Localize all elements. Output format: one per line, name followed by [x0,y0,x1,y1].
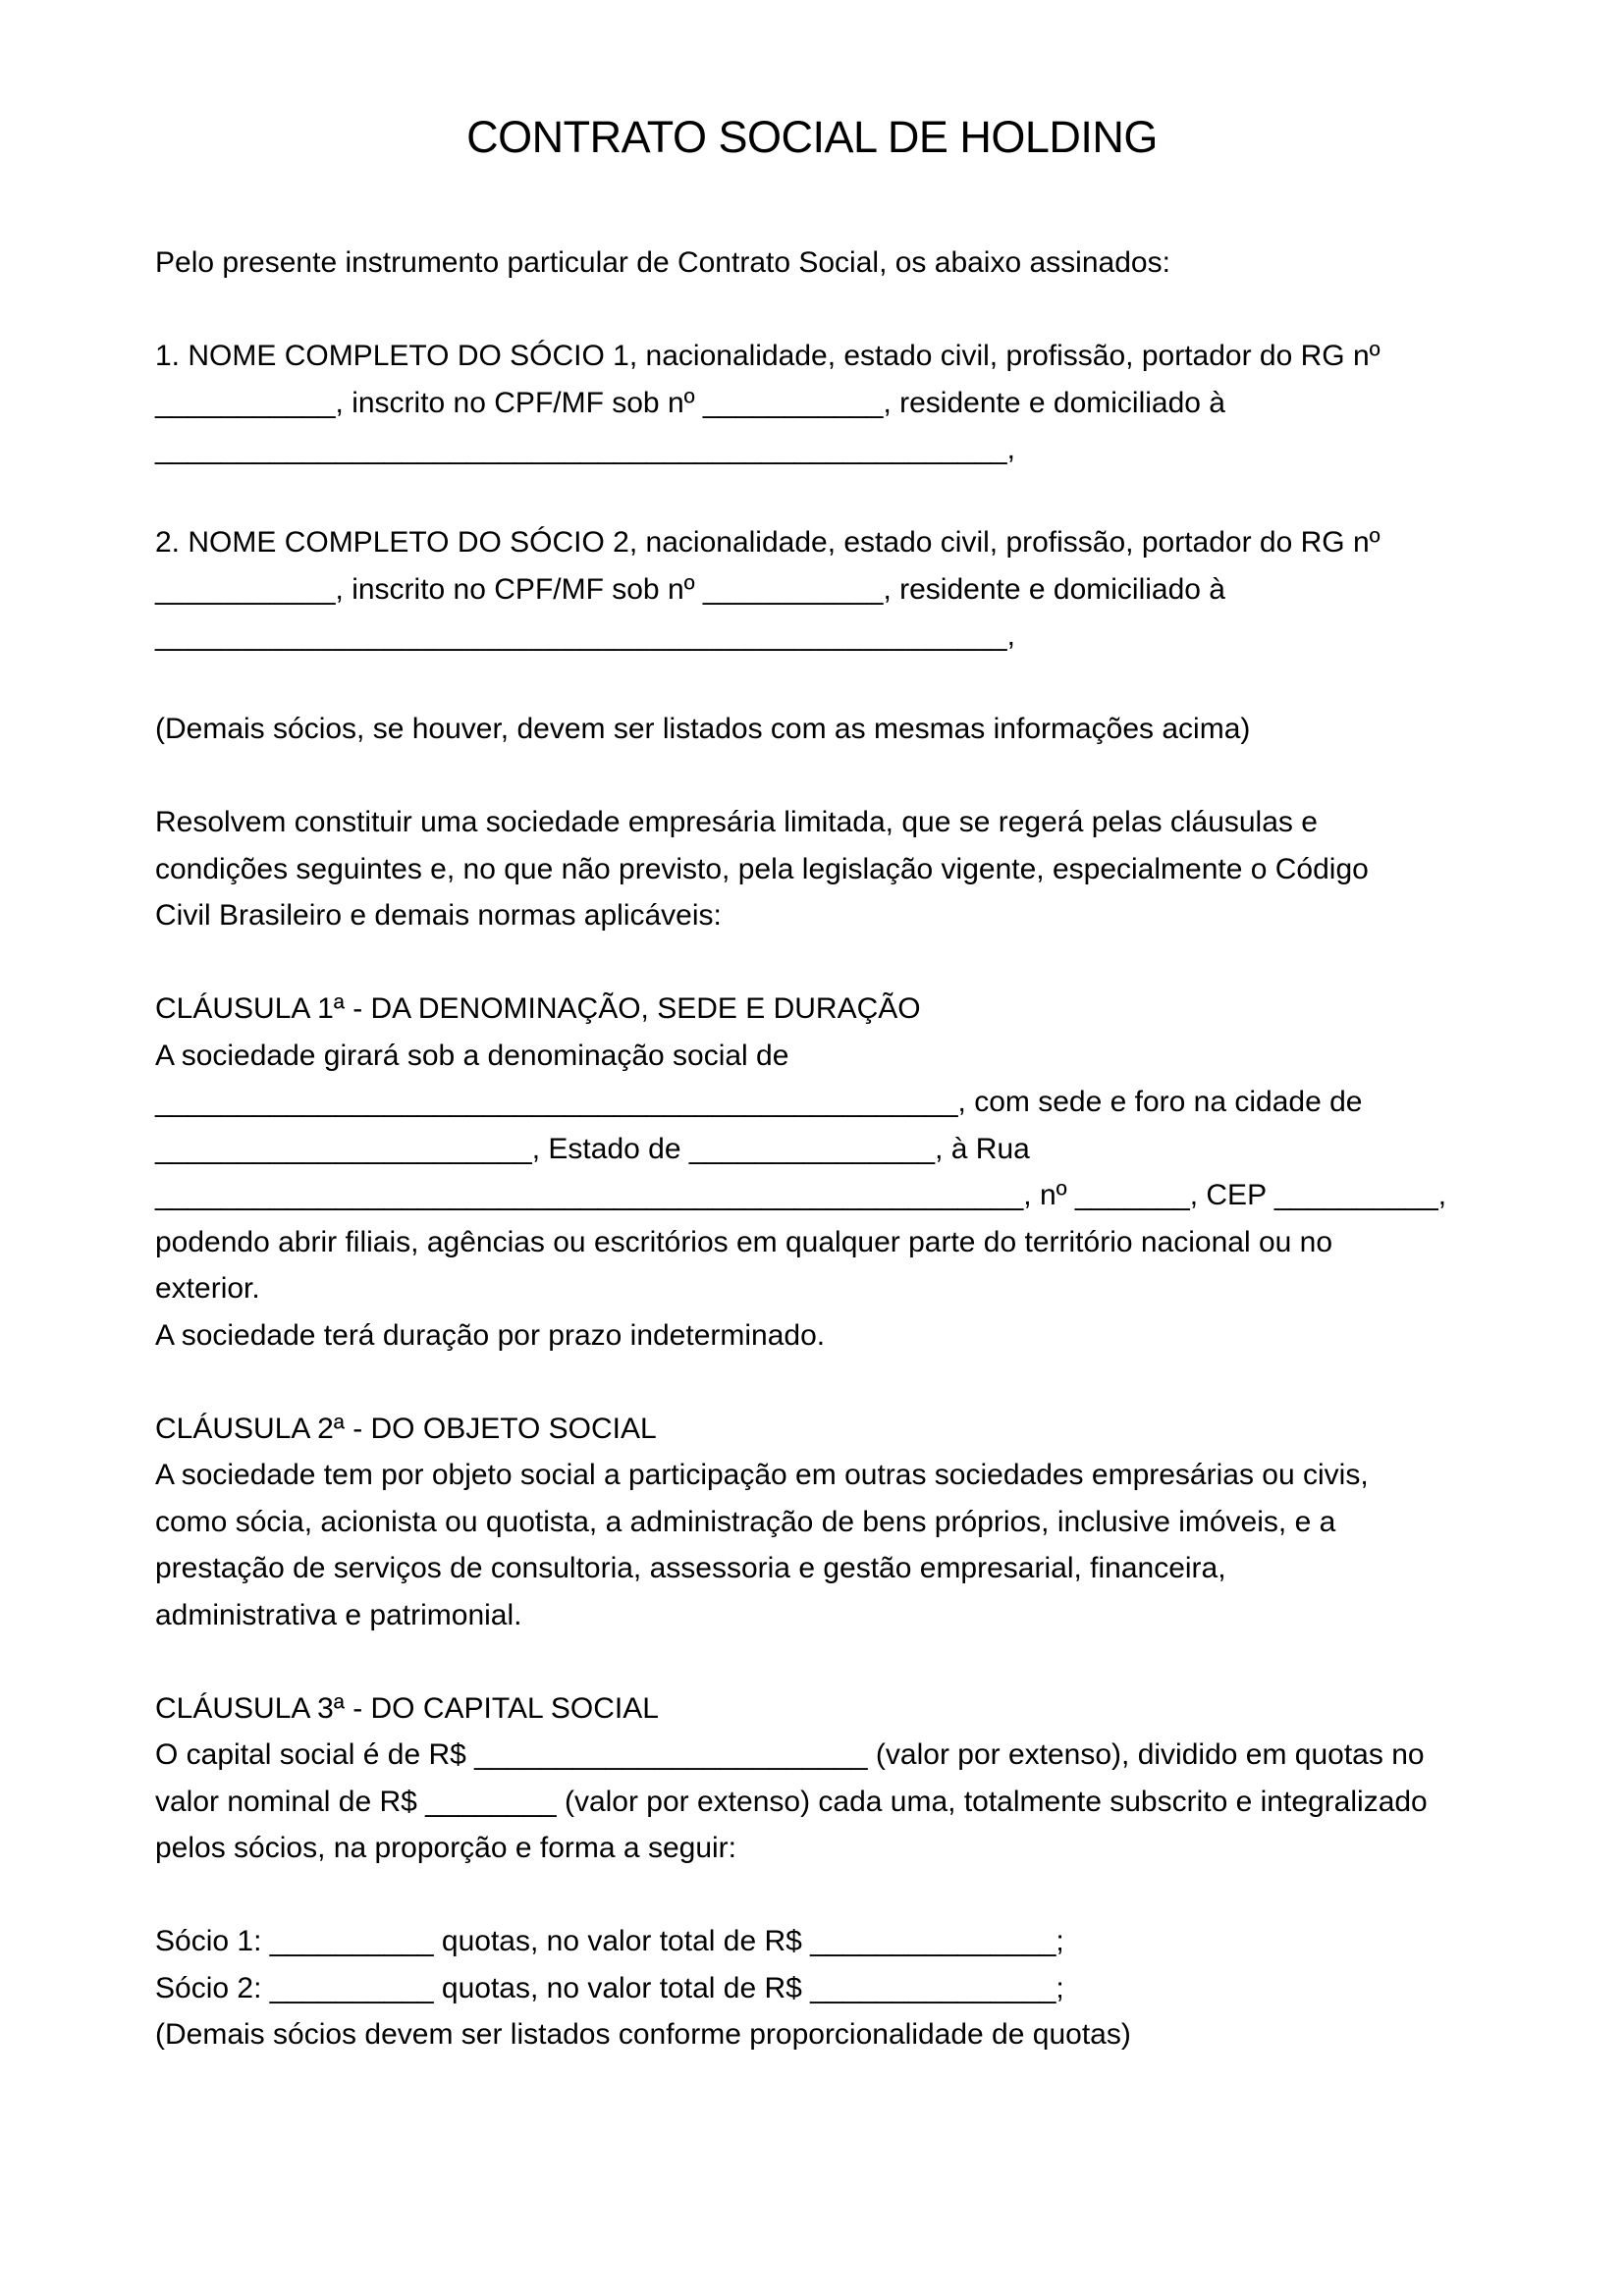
text-line: administrativa e patrimonial. [155,1598,522,1631]
section-quota-distribution [155,1918,1469,2058]
clause-1-heading: CLÁUSULA 1ª - DA DENOMINAÇÃO, SEDE E DURAÇÃO [155,992,921,1025]
capital-value-fill-line: O capital social é de R$ ________________________ (valor por extenso), dividido em quotas no [155,1738,1425,1771]
text-line: A sociedade terá duração por prazo indeterminado. [155,1318,826,1352]
note-line: (Demais sócios, se houver, devem ser listados com as mesmas informações acima) [155,713,1251,745]
text-line: Civil Brasileiro e demais normas aplicáveis: [155,899,722,932]
paragraph-partner-2 [155,519,1469,660]
partner-2-rg-cpf-fill-line: ___________, inscrito no CPF/MF sob nº ___________, residente e domiciliado à [155,572,1225,606]
text-line: exterior. [155,1272,260,1305]
quota-nominal-value-fill-line: valor nominal de R$ ________ (valor por extenso) cada uma, totalmente subscrito e integralizado [155,1785,1428,1818]
text-line: como sócia, acionista ou quotista, a administração de bens próprios, inclusive imóveis, e a [155,1505,1336,1538]
paragraph-intro [155,240,1469,287]
section-clause-3 [155,1685,1469,1872]
section-clause-1 [155,986,1469,1359]
partner-2-quota-fill-line: Sócio 2: __________ quotas, no valor total de R$ _______________; [155,1971,1064,2004]
paragraph-note-other-partners [155,706,1469,753]
text-line: pelos sócios, na proporção e forma a seguir: [155,1832,736,1864]
street-number-cep-fill-line: _____________________________________________________, nº _______, CEP __________, [155,1179,1447,1211]
text-line: condições seguintes e, no que não previsto, pela legislação vigente, especialmente o Código [155,852,1369,885]
section-clause-2 [155,1406,1469,1639]
text-line: A sociedade girará sob a denominação social de [155,1039,789,1072]
partner-2-address-fill-line: ____________________________________________________, [155,619,1015,652]
text-line: prestação de serviços de consultoria, assessoria e gestão empresarial, financeira, [155,1552,1226,1584]
text-line: A sociedade tem por objeto social a participação em outras sociedades empresárias ou civis, [155,1459,1369,1491]
text-line: podendo abrir filiais, agências ou escritórios em qualquer parte do território nacional ou no [155,1225,1333,1258]
document-title: CONTRATO SOCIAL DE HOLDING [466,112,1158,162]
clause-3-heading: CLÁUSULA 3ª - DO CAPITAL SOCIAL [155,1691,659,1725]
partner-1-identification-line: 1. NOME COMPLETO DO SÓCIO 1, nacionalidade, estado civil, profissão, portador do RG nº [155,340,1380,372]
partner-1-address-fill-line: ____________________________________________________, [155,433,1015,465]
city-state-fill-line: _______________________, Estado de _______________, à Rua [155,1132,1030,1165]
text-line: Pelo presente instrumento particular de Contrato Social, os abaixo assinados: [155,246,1170,279]
paragraph-partner-1 [155,333,1469,473]
company-name-fill-line: _________________________________________________, com sede e foro na cidade de [155,1086,1363,1118]
text-line: Resolvem constituir uma sociedade empresária limitada, que se regerá pelas cláusulas e [155,806,1318,838]
paragraph-preamble [155,799,1469,939]
note-line: (Demais sócios devem ser listados conforme proporcionalidade de quotas) [155,2018,1131,2051]
partner-1-quota-fill-line: Sócio 1: __________ quotas, no valor total de R$ _______________; [155,1925,1064,1957]
partner-1-rg-cpf-fill-line: ___________, inscrito no CPF/MF sob nº ___________, residente e domiciliado à [155,386,1225,419]
partner-2-identification-line: 2. NOME COMPLETO DO SÓCIO 2, nacionalidade, estado civil, profissão, portador do RG nº [155,526,1380,559]
clause-2-heading: CLÁUSULA 2ª - DO OBJETO SOCIAL [155,1412,657,1445]
